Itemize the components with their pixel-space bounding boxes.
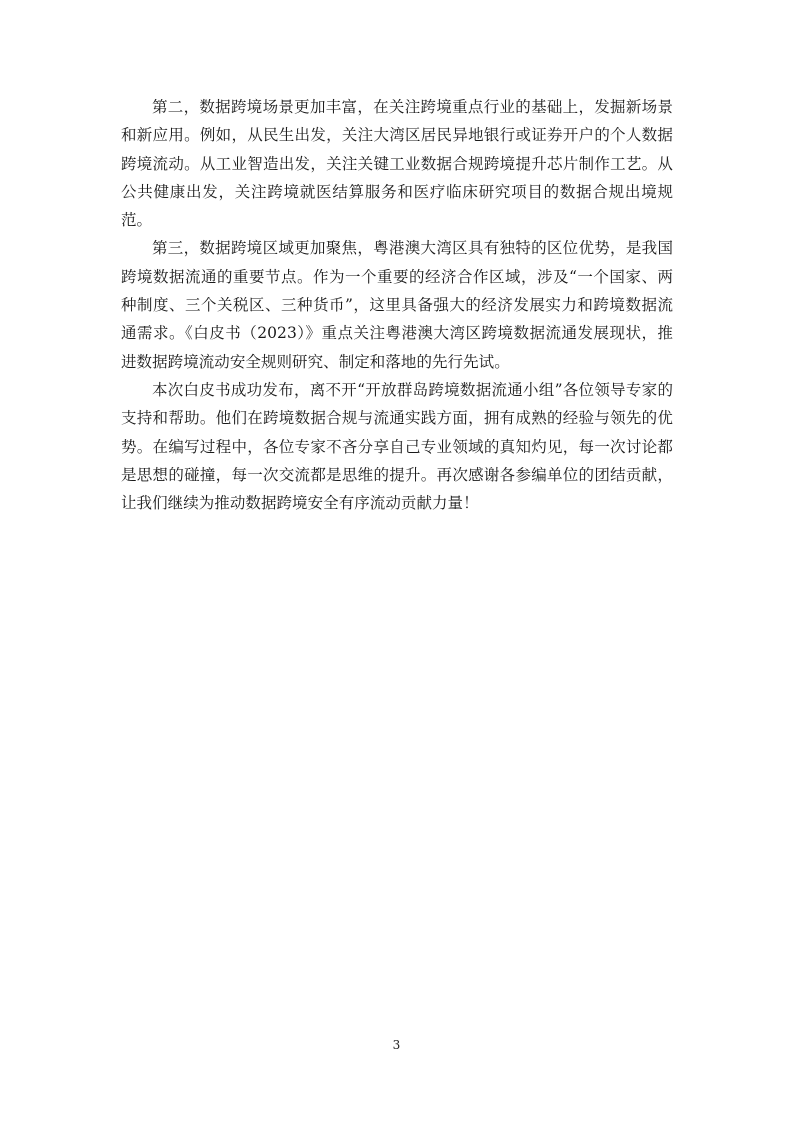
page-number: 3 bbox=[392, 1038, 401, 1052]
paragraph-scenarios: 第二，数据跨境场景更加丰富，在关注跨境重点行业的基础上，发掘新场景和新应用。例如，从民生出发，关注大湾区居民异地银行或证券开户的个人数据跨境流动。从工业智造出发，关注关键工业数据合规跨境提升芯片制作工艺。从公共健康出发，关注跨境就医结算服务和医疗临床研究项目的数据合规出境规范。 bbox=[121, 98, 673, 230]
body-text bbox=[121, 93, 673, 517]
paragraph-acknowledgement: 本次白皮书成功发布，离不开“开放群岛跨境数据流通小组”各位领导专家的支持和帮助。他们在跨境数据合规与流通实践方面，拥有成熟的经验与领先的优势。在编写过程中，各位专家不吝分享自己专业领域的真知灼见，每一次讨论都是思想的碰撞，每一次交流都是思维的提升。再次感谢各参编单位的团结贡献，让我们继续为推动数据跨境安全有序流动贡献力量！ bbox=[121, 380, 673, 513]
paragraph-region: 第三，数据跨境区域更加聚焦，粤港澳大湾区具有独特的区位优势，是我国跨境数据流通的重要节点。作为一个重要的经济合作区域，涉及“一个国家、两种制度、三个关税区、三种货币”，这里具备强大的经济发展实力和跨境数据流通需求。《白皮书（2023）》重点关注粤港澳大湾区跨境数据流通发展现状，推进数据跨境流动安全规则研究、制定和落地的先行先试。 bbox=[121, 239, 673, 371]
